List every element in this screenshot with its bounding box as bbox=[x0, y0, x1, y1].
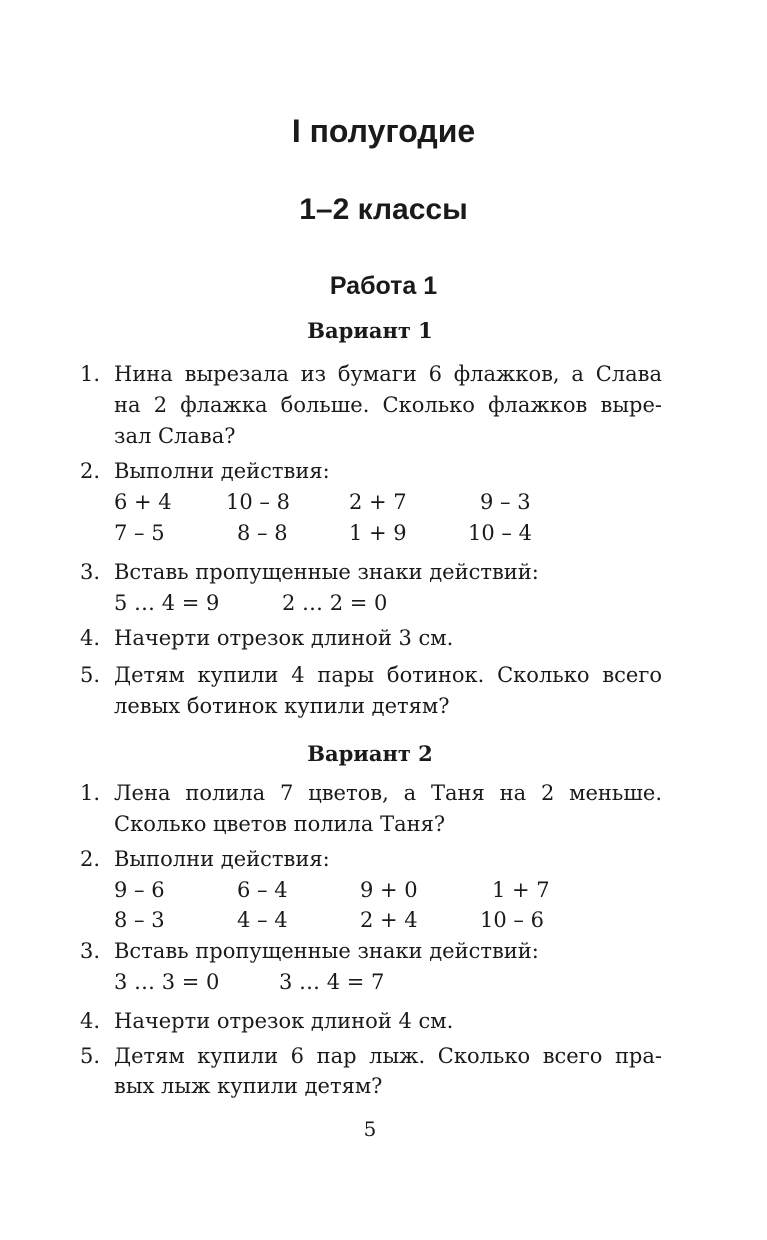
v1-expression: 9 – 3 bbox=[480, 490, 531, 514]
v1-expression: 6 + 4 bbox=[114, 490, 172, 514]
work-heading: Работа 1 bbox=[329, 272, 438, 300]
v2-equation: 3 … 4 = 7 bbox=[279, 970, 385, 994]
v1-expression: 2 + 7 bbox=[349, 490, 407, 514]
v2-equation: 3 … 3 = 0 bbox=[114, 970, 220, 994]
v2-expression: 6 – 4 bbox=[237, 878, 288, 902]
v2-task-1-line-2: Сколько цветов полила Таня? bbox=[114, 812, 446, 836]
v2-expression: 8 – 3 bbox=[114, 908, 165, 932]
v1-task-5-line-1: Детям купили 4 пары ботинок. Сколько всего bbox=[114, 663, 662, 687]
v2-task-1-number: 1. bbox=[80, 781, 101, 805]
v2-expression: 10 – 6 bbox=[480, 908, 544, 932]
semester-heading: I полугодие bbox=[291, 113, 476, 149]
v2-expression: 9 + 0 bbox=[360, 878, 418, 902]
v1-task-1-line-1: Нина вырезала из бумаги 6 флажков, а Слава bbox=[114, 362, 662, 386]
v1-task-3-text: Вставь пропущенные знаки действий: bbox=[114, 560, 539, 584]
variant-2-title: Вариант 2 bbox=[307, 741, 433, 766]
v1-task-3-number: 3. bbox=[80, 560, 101, 584]
page-number: 5 bbox=[363, 1117, 377, 1141]
v1-task-1-number: 1. bbox=[80, 362, 101, 386]
v2-task-4-text: Начерти отрезок длиной 4 см. bbox=[114, 1009, 454, 1033]
v1-expression: 10 – 8 bbox=[226, 490, 290, 514]
v2-task-3-number: 3. bbox=[80, 939, 101, 963]
v2-task-5-line-2: вых лыж купили детям? bbox=[114, 1074, 383, 1098]
v1-expression: 8 – 8 bbox=[237, 521, 288, 545]
v1-task-2-text: Выполни действия: bbox=[114, 459, 330, 483]
v2-expression: 4 – 4 bbox=[237, 908, 288, 932]
v1-equation: 5 … 4 = 9 bbox=[114, 591, 220, 615]
v2-expression: 1 + 7 bbox=[492, 878, 550, 902]
v2-expression: 2 + 4 bbox=[360, 908, 418, 932]
v1-task-4-text: Начерти отрезок длиной 3 см. bbox=[114, 626, 454, 650]
v1-equation: 2 … 2 = 0 bbox=[282, 591, 388, 615]
v1-task-5-number: 5. bbox=[80, 663, 101, 687]
v1-task-5-line-2: левых ботинок купили детям? bbox=[114, 694, 450, 718]
v2-task-5-number: 5. bbox=[80, 1044, 101, 1068]
v1-expression: 10 – 4 bbox=[468, 521, 532, 545]
v2-task-2-number: 2. bbox=[80, 847, 101, 871]
v1-task-1-line-3: зал Слава? bbox=[114, 424, 236, 448]
v2-task-1-line-1: Лена полила 7 цветов, а Таня на 2 меньше. bbox=[114, 781, 662, 805]
v2-task-4-number: 4. bbox=[80, 1009, 101, 1033]
v2-task-5-line-1: Детям купили 6 пар лыж. Сколько всего пра- bbox=[114, 1044, 662, 1068]
v1-task-2-number: 2. bbox=[80, 459, 101, 483]
v1-task-4-number: 4. bbox=[80, 626, 101, 650]
v1-expression: 7 – 5 bbox=[114, 521, 165, 545]
v2-task-2-text: Выполни действия: bbox=[114, 847, 330, 871]
v1-task-1-line-2: на 2 флажка больше. Сколько флажков выре- bbox=[114, 393, 662, 417]
grades-heading: 1–2 классы bbox=[299, 193, 468, 226]
v2-task-3-text: Вставь пропущенные знаки действий: bbox=[114, 939, 539, 963]
variant-1-title: Вариант 1 bbox=[307, 318, 433, 343]
v1-expression: 1 + 9 bbox=[349, 521, 407, 545]
v2-expression: 9 – 6 bbox=[114, 878, 165, 902]
